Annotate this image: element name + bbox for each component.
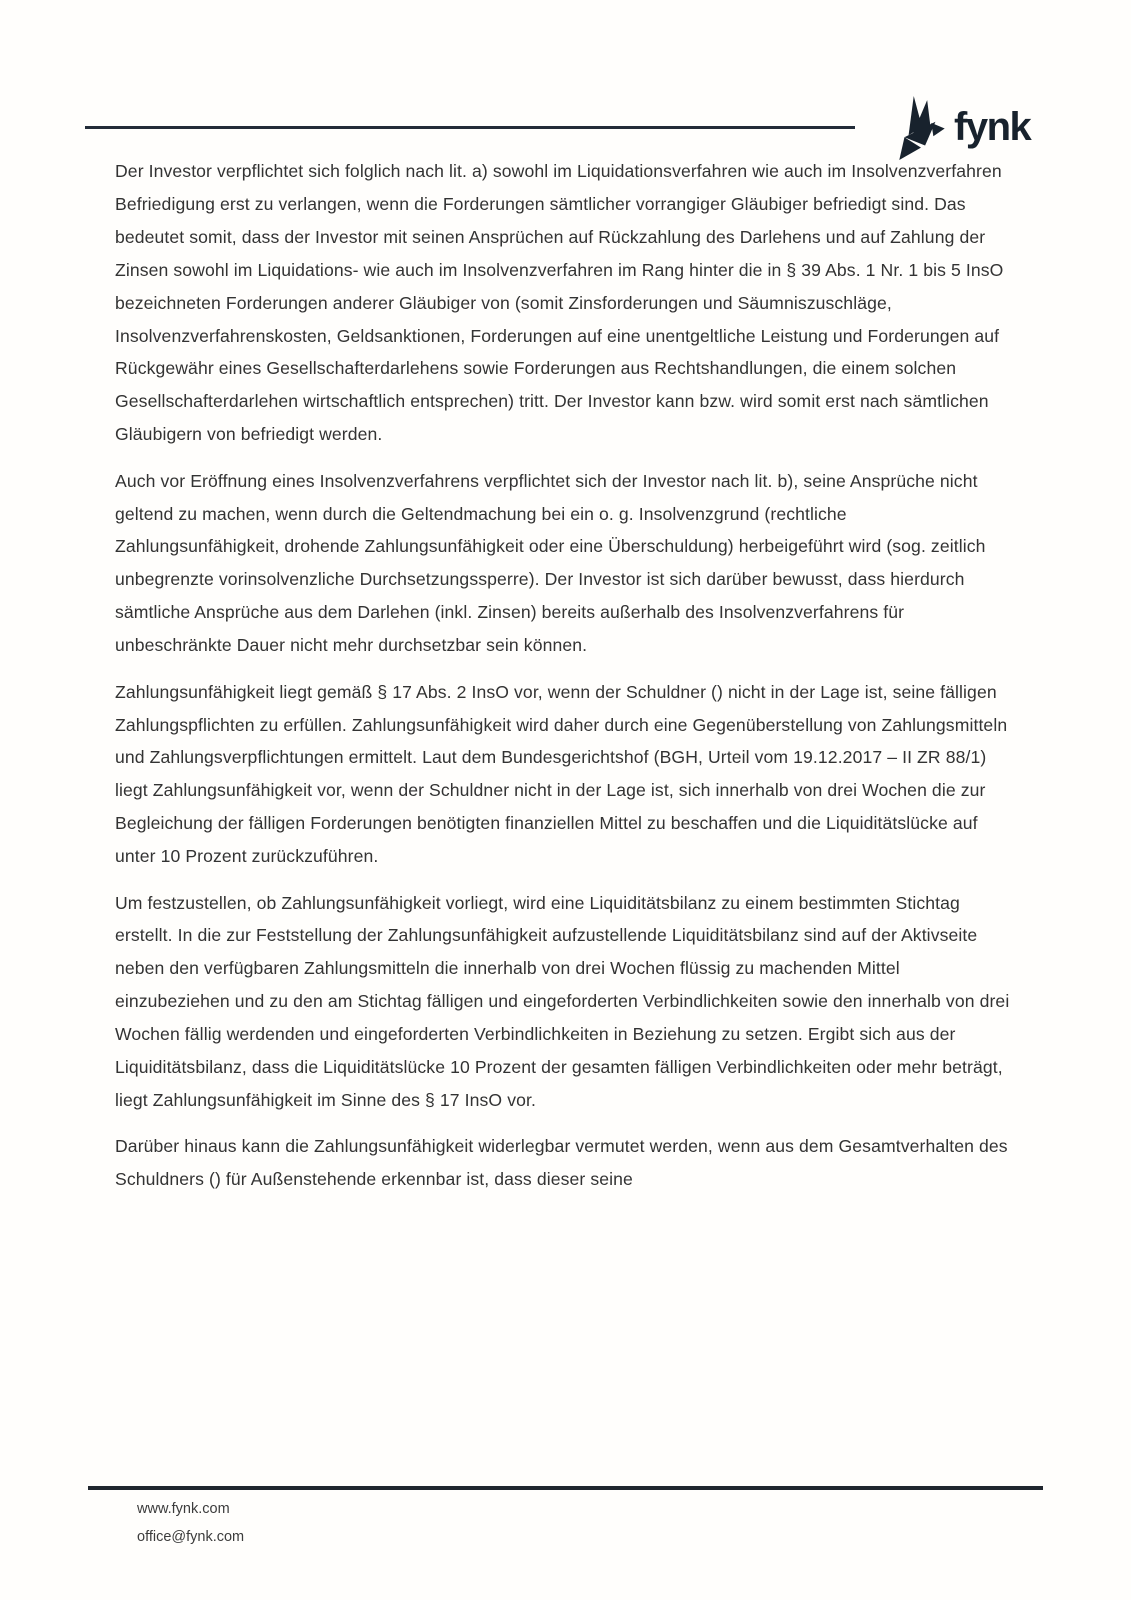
paragraph-1: Der Investor verpflichtet sich folglich nach lit. a) sowohl im Liquidationsverfahren wie auch im Insolvenzverfahren Befriedigung erst zu verlangen, wenn die Forderungen sämtlicher vorrangiger Gläubiger befriedigt sind. Das bedeutet somit, dass der Investor mit seinen Ansprüchen auf Rückzahlung des Darlehens und auf Zahlung der Zinsen sowohl im Liquidations- wie auch im Insolvenzverfahren im Rang hinter die in § 39 Abs. 1 Nr. 1 bis 5 InsO bezeichneten Forderungen anderer Gläubiger von (somit Zinsforderungen und Säumniszuschläge, Insolvenzverfahrenskosten, Geldsanktionen, Forderungen auf eine unentgeltliche Leistung und Forderungen auf Rückgewähr eines Gesellschafterdarlehens sowie Forderungen aus Rechtshandlungen, die einem solchen Gesellschafterdarlehen wirtschaftlich entsprechen) tritt. Der Investor kann bzw. wird somit erst nach sämtlichen Gläubigern von befriedigt werden. bbox=[115, 161, 1004, 445]
footer-email-link[interactable]: office@fynk.com bbox=[137, 1528, 245, 1545]
paragraph-4: Um festzustellen, ob Zahlungsunfähigkeit vorliegt, wird eine Liquiditätsbilanz zu einem bestimmten Stichtag erstellt. In die zur Feststellung der Zahlungsunfähigkeit aufzustellende Liquiditätsbilanz sind auf der Aktivseite neben den verfügbaren Zahlungsmitteln die innerhalb von drei Wochen flüssig zu machenden Mittel einzubeziehen und zu den am Stichtag fälligen und eingeforderten Verbindlichkeiten sowie den innerhalb von drei Wochen fällig werdenden und eingeforderten Verbindlichkeiten in Beziehung zu setzen. Ergibt sich aus der Liquiditätsbilanz, dass die Liquiditätslücke 10 Prozent der gesamten fälligen Verbindlichkeiten oder mehr beträgt, liegt Zahlungsunfähigkeit im Sinne des § 17 InsO vor. bbox=[115, 892, 1010, 1110]
origami-bird-icon bbox=[899, 96, 945, 160]
footer-divider bbox=[88, 1486, 1043, 1490]
paragraph-3: Zahlungsunfähigkeit liegt gemäß § 17 Abs. 2 InsO vor, wenn der Schuldner () nicht in der Lage ist, seine fälligen Zahlungspflichten zu erfüllen. Zahlungsunfähigkeit wird daher durch eine Gegenüberstellung von Zahlungsmitteln und Zahlungsverpflichtungen ermittelt. Laut dem Bundesgerichtshof (BGH, Urteil vom 19.12.2017 – II ZR 88/1) liegt Zahlungsunfähigkeit vor, wenn der Schuldner nicht in der Lage ist, sich innerhalb von drei Wochen die zur Begleichung der fälligen Forderungen benötigten finanziellen Mittel zu beschaffen und die Liquiditätslücke auf unter 10 Prozent zurückzuführen. bbox=[115, 681, 1008, 867]
paragraph-2: Auch vor Eröffnung eines Insolvenzverfahrens verpflichtet sich der Investor nach lit. b), seine Ansprüche nicht geltend zu machen, wenn durch die Geltendmachung bei ein o. g. Insolvenzgrund (rechtliche Zahlungsunfähigkeit, drohende Zahlungsunfähigkeit oder eine Überschuldung) herbeigeführt wird (sog. zeitlich unbegrenzte vorinsolvenzliche Durchsetzungssperre). Der Investor ist sich darüber bewusst, dass hierdurch sämtliche Ansprüche aus dem Darlehen (inkl. Zinsen) bereits außerhalb des Insolvenzverfahrens für unbeschränkte Dauer nicht mehr durchsetzbar sein können. bbox=[115, 470, 986, 656]
fynk-wordmark: fynk bbox=[954, 105, 1031, 149]
paragraph-5: Darüber hinaus kann die Zahlungsunfähigkeit widerlegbar vermutet werden, wenn aus dem Gesamtverhalten des Schuldners () für Außenstehende erkennbar ist, dass dieser seine bbox=[115, 1136, 1008, 1190]
footer-website-link[interactable]: www.fynk.com bbox=[137, 1501, 230, 1517]
header-divider bbox=[85, 126, 855, 129]
footer bbox=[137, 1496, 244, 1551]
fynk-logo bbox=[899, 96, 1030, 160]
document-body bbox=[115, 155, 1013, 1210]
